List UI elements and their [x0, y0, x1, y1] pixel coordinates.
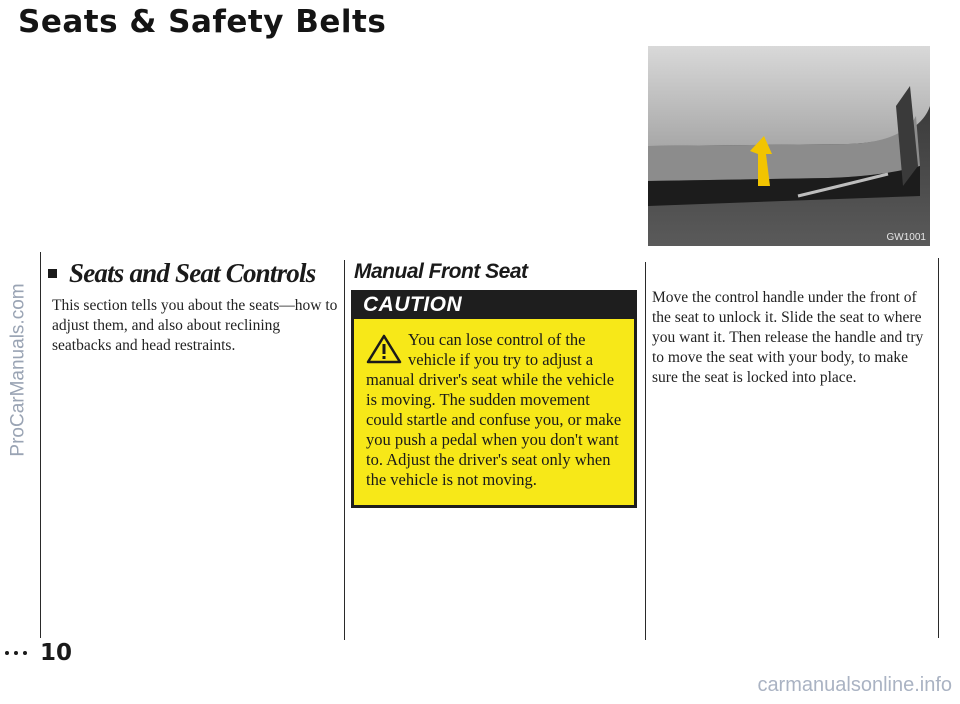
column-divider-far-right: [938, 258, 939, 638]
column-divider-middle: [344, 260, 345, 640]
instructions-paragraph: Move the control handle under the front of the seat to unlock it. Slide the seat to where you want it. Then release the handle and try to move the seat with your body, to make sure the seat is locked into place.: [652, 289, 924, 386]
caution-body: [354, 319, 634, 505]
column-divider-left: [40, 252, 41, 638]
caution-message: vehicle if you try to adjust a manual driver's seat while the vehicle is moving. The sudden movement could startle and confuse you, or make you push a pedal when you don't want to. Adjust the driver's seat only when the vehicle is not moving.: [366, 350, 622, 489]
caution-text: [366, 330, 622, 490]
page-number: [5, 640, 72, 666]
column-divider-right: [645, 262, 646, 640]
intro-paragraph: This section tells you about the seats—how to adjust them, and also about reclining seatbacks and head restraints.: [52, 297, 338, 354]
square-bullet-icon: [48, 269, 57, 278]
warning-triangle-icon: [366, 334, 402, 364]
seat-control-photo: [648, 46, 930, 246]
footer-watermark: carmanualsonline.info: [757, 674, 952, 696]
subsection-heading: Manual Front Seat: [354, 260, 528, 283]
caution-lead: You can lose control of the: [408, 330, 586, 349]
page-title: Seats & Safety Belts: [18, 4, 387, 40]
page-number-text: 10: [40, 640, 73, 666]
side-watermark-text: ProCarManuals.com: [8, 283, 30, 457]
caution-box: [351, 290, 637, 508]
seat-photo-graphic: [648, 46, 930, 246]
caution-label: CAUTION: [363, 292, 463, 316]
side-watermark: [6, 255, 32, 485]
section-heading-text: Seats and Seat Controls: [69, 258, 316, 288]
photo-code: GW1001: [886, 232, 926, 243]
ellipsis-dots-icon: [5, 651, 32, 655]
section-heading: [48, 258, 315, 289]
